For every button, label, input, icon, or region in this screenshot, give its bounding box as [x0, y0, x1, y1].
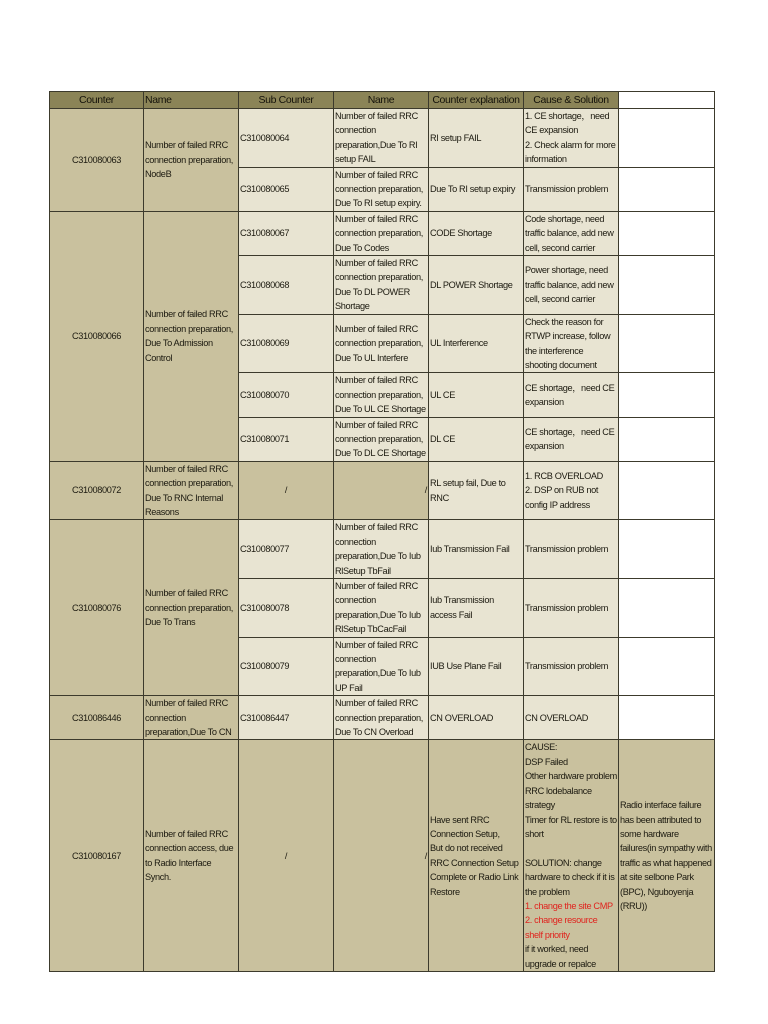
sub-name-cell: /	[334, 461, 429, 520]
sub-counter-cell: C310080070	[239, 373, 334, 417]
sub-name-cell: Number of failed RRC connection preparation,Due To Iub UP Fail	[334, 637, 429, 696]
header-sub-counter: Sub Counter	[239, 92, 334, 109]
blank-cell	[619, 167, 715, 211]
explanation-cell: CN OVERLOAD	[429, 696, 524, 740]
cause-followup: if it worked, need upgrade or repalce	[525, 944, 596, 969]
blank-cell	[619, 314, 715, 373]
name-cell: Number of failed RRC connection preparation, Due To Admission Control	[144, 211, 239, 461]
sub-counter-cell: /	[239, 461, 334, 520]
name-cell: Number of failed RRC connection preparation, Due To RNC Internal Reasons	[144, 461, 239, 520]
sub-counter-cell: C310080071	[239, 417, 334, 461]
cause-cell: Transmission problem	[524, 520, 619, 579]
counter-cell: C310080066	[50, 211, 144, 461]
name-cell: Number of failed RRC connection preparation,Due To CN	[144, 696, 239, 740]
sub-name-cell: Number of failed RRC connection preparation, Due To UL Interfere	[334, 314, 429, 373]
cause-cell: Code shortage, need traffic balance, add new cell, second carrier	[524, 211, 619, 255]
counter-cell: C310080063	[50, 109, 144, 212]
header-row	[50, 92, 715, 109]
counter-cell: C310080167	[50, 740, 144, 972]
blank-cell	[619, 637, 715, 696]
sub-counter-cell: C310080067	[239, 211, 334, 255]
sub-name-cell: Number of failed RRC connection preparation,Due To Iub RlSetup TbCacFail	[334, 579, 429, 638]
table-row	[50, 740, 715, 972]
explanation-cell: Due To RI setup expiry	[429, 167, 524, 211]
table-row	[50, 461, 715, 520]
sub-counter-cell: C310080078	[239, 579, 334, 638]
sub-counter-cell: /	[239, 740, 334, 972]
sub-counter-cell: C310086447	[239, 696, 334, 740]
blank-cell	[619, 417, 715, 461]
explanation-cell: DL POWER Shortage	[429, 256, 524, 315]
name-cell: Number of failed RRC connection preparation, Due To Trans	[144, 520, 239, 696]
explanation-cell: Iub Transmission access Fail	[429, 579, 524, 638]
explanation-cell: UL Interference	[429, 314, 524, 373]
cause-cell: 1. CE shortage，need CE expansion 2. Check alarm for more information	[524, 109, 619, 168]
sub-name-cell: Number of failed RRC connection preparation,Due To Iub RlSetup TbFail	[334, 520, 429, 579]
header-counter: Counter	[50, 92, 144, 109]
cause-text: CAUSE: DSP Failed Other hardware problem RRC lodebalance strategy Timer for RL restore is to short SOLUTION: change hardware to check if it is the problem	[525, 742, 617, 897]
cause-cell: Transmission problem	[524, 637, 619, 696]
sub-counter-cell: C310080065	[239, 167, 334, 211]
header-blank	[619, 92, 715, 109]
explanation-cell: UL CE	[429, 373, 524, 417]
explanation-cell: CODE Shortage	[429, 211, 524, 255]
sub-counter-cell: C310080079	[239, 637, 334, 696]
sub-name-cell: Number of failed RRC connection preparation, Due To UL CE Shortage	[334, 373, 429, 417]
sub-name-cell: Number of failed RRC connection preparation, Due To CN Overload	[334, 696, 429, 740]
header-sub-name: Name	[334, 92, 429, 109]
table-row	[50, 520, 715, 579]
blank-cell	[619, 109, 715, 168]
cause-cell: CE shortage，need CE expansion	[524, 373, 619, 417]
explanation-cell: RI setup FAIL	[429, 109, 524, 168]
sub-counter-cell: C310080068	[239, 256, 334, 315]
explanation-cell: DL CE	[429, 417, 524, 461]
sub-name-cell: Number of failed RRC connection preparation, Due To DL CE Shortage	[334, 417, 429, 461]
table-row	[50, 109, 715, 168]
sub-counter-cell: C310080064	[239, 109, 334, 168]
blank-cell	[619, 461, 715, 520]
blank-cell	[619, 211, 715, 255]
counter-cell: C310080072	[50, 461, 144, 520]
blank-cell	[619, 256, 715, 315]
explanation-cell: IUB Use Plane Fail	[429, 637, 524, 696]
blank-cell	[619, 579, 715, 638]
counter-cell: C310080076	[50, 520, 144, 696]
table-row	[50, 696, 715, 740]
explanation-cell: Have sent RRC Connection Setup, But do not received RRC Connection Setup Complete or Radio Link Restore	[429, 740, 524, 972]
cause-cell: Power shortage, need traffic balance, add new cell, second carrier	[524, 256, 619, 315]
header-cause: Cause & Solution	[524, 92, 619, 109]
cause-solution-steps: 1. change the site CMP 2. change resource shelf priority	[525, 900, 613, 940]
cause-cell: Check the reason for RTWP increase, follow the interference shooting document	[524, 314, 619, 373]
table-row	[50, 211, 715, 255]
sub-name-cell: Number of failed RRC connection preparation, Due To Codes	[334, 211, 429, 255]
explanation-cell: RL setup fail, Due to RNC	[429, 461, 524, 520]
blank-cell	[619, 696, 715, 740]
name-cell: Number of failed RRC connection preparation, NodeB	[144, 109, 239, 212]
sub-counter-cell: C310080077	[239, 520, 334, 579]
cause-cell	[524, 740, 619, 972]
sub-name-cell: Number of failed RRC connection preparation,Due To RI setup FAIL	[334, 109, 429, 168]
cause-cell: CE shortage，need CE expansion	[524, 417, 619, 461]
sub-name-cell: Number of failed RRC connection preparation, Due To DL POWER Shortage	[334, 256, 429, 315]
cause-cell: 1. RCB OVERLOAD 2. DSP on RUB not config IP address	[524, 461, 619, 520]
note-cell: Radio interface failure has been attributed to some hardware failures(in sympathy with traffic as what happened at site selbone Park (BPC), Nguboyenja (RRU))	[619, 740, 715, 972]
counter-cell: C310086446	[50, 696, 144, 740]
sub-counter-cell: C310080069	[239, 314, 334, 373]
blank-cell	[619, 520, 715, 579]
cause-cell: Transmission problem	[524, 167, 619, 211]
cause-cell: Transmission problem	[524, 579, 619, 638]
name-cell: Number of failed RRC connection access, due to Radio Interface Synch.	[144, 740, 239, 972]
blank-cell	[619, 373, 715, 417]
sub-name-cell: /	[334, 740, 429, 972]
sub-name-cell: Number of failed RRC connection preparation, Due To RI setup expiry.	[334, 167, 429, 211]
counter-table	[49, 91, 715, 972]
header-name: Name	[144, 92, 239, 109]
cause-cell: CN OVERLOAD	[524, 696, 619, 740]
header-explanation: Counter explanation	[429, 92, 524, 109]
explanation-cell: Iub Transmission Fail	[429, 520, 524, 579]
